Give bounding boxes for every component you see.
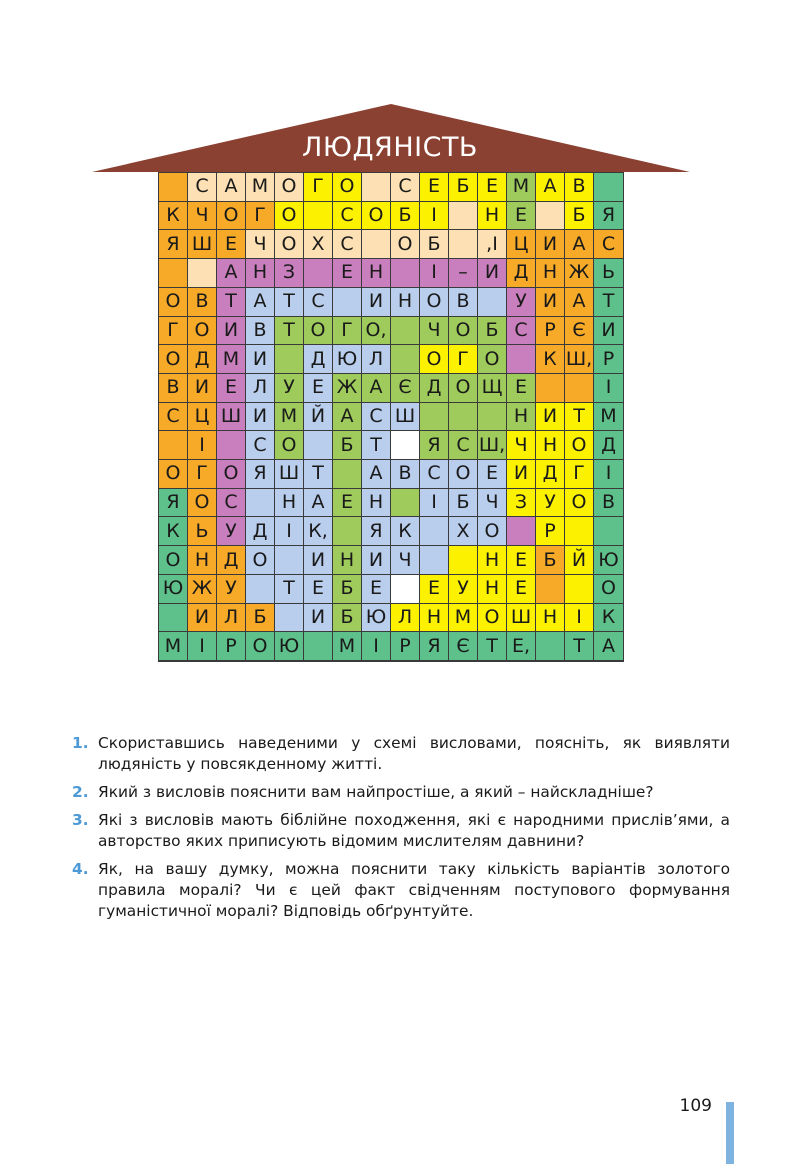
grid-cell: Е	[304, 374, 333, 403]
grid-cell: Н	[362, 259, 391, 288]
question-text: Який з висловів пояснити вам найпростіше, а який – найскладніше?	[98, 783, 654, 801]
grid-cell: О	[188, 317, 217, 346]
grid-cell: О	[391, 230, 420, 259]
grid-cell: В	[159, 374, 188, 403]
grid-cell: М	[507, 173, 536, 202]
grid-cell: Ш	[217, 403, 246, 432]
grid-cell: С	[420, 460, 449, 489]
grid-cell: Е	[217, 374, 246, 403]
grid-cell: Ю	[275, 632, 304, 661]
grid-cell: Ю	[333, 345, 362, 374]
grid-cell	[594, 173, 623, 202]
grid-cell: И	[188, 604, 217, 633]
grid-cell: О	[275, 173, 304, 202]
grid-cell: Е	[420, 575, 449, 604]
grid-cell: Ш	[507, 604, 536, 633]
grid-cell: Р	[391, 632, 420, 661]
grid-cell: Б	[449, 173, 478, 202]
question-text: Скориставшись наведеними у схемі висловами, поясніть, як виявляти людяність у повсякденному житті.	[98, 734, 730, 773]
grid-cell: М	[159, 632, 188, 661]
grid-cell: Н	[275, 489, 304, 518]
grid-cell: О	[275, 431, 304, 460]
grid-cell: О	[275, 230, 304, 259]
grid-cell: Ь	[188, 517, 217, 546]
grid-cell	[449, 546, 478, 575]
grid-cell: У	[275, 374, 304, 403]
grid-cell: О	[565, 431, 594, 460]
grid-cell: М	[449, 604, 478, 633]
grid-cell: Е	[420, 173, 449, 202]
grid-cell: Ч	[507, 431, 536, 460]
grid-cell: Й	[565, 546, 594, 575]
grid-cell: Щ	[478, 374, 507, 403]
grid-cell: Л	[246, 374, 275, 403]
grid-cell: Ж	[188, 575, 217, 604]
grid-cell: Ш,	[478, 431, 507, 460]
grid-cell: С	[362, 403, 391, 432]
grid-cell: Я	[420, 431, 449, 460]
grid-cell: Є	[565, 317, 594, 346]
question-text: Як, на вашу думку, можна пояснити таку кількість варіантів золотого правила моралі? Чи є цей факт свідченням поступового формування гуманістичної моралі? Відповідь обґрунтуйте.	[98, 860, 730, 920]
page-number: 109	[679, 1096, 712, 1116]
grid-cell	[362, 230, 391, 259]
grid-cell: С	[507, 317, 536, 346]
grid-cell: Ч	[420, 317, 449, 346]
grid-cell: С	[594, 230, 623, 259]
grid-cell: Є	[449, 632, 478, 661]
grid-cell: С	[333, 202, 362, 231]
grid-cell: Д	[507, 259, 536, 288]
grid-cell: Р	[536, 517, 565, 546]
grid-cell: ,І	[478, 230, 507, 259]
grid-cell: Д	[536, 460, 565, 489]
grid-cell: О	[333, 173, 362, 202]
grid-cell: Е,	[507, 632, 536, 661]
grid-cell: Е	[478, 173, 507, 202]
grid-cell: Ч	[391, 546, 420, 575]
grid-cell: І	[362, 632, 391, 661]
grid-cell: Т	[275, 317, 304, 346]
grid-cell: В	[565, 173, 594, 202]
grid-cell: У	[536, 489, 565, 518]
grid-cell: И	[217, 317, 246, 346]
grid-cell: А	[217, 173, 246, 202]
grid-cell: Д	[246, 517, 275, 546]
grid-cell: Є	[391, 374, 420, 403]
grid-cell: Д	[420, 374, 449, 403]
question-list	[72, 733, 730, 929]
grid-cell: Т	[478, 632, 507, 661]
grid-cell	[275, 604, 304, 633]
grid-cell: А	[217, 259, 246, 288]
grid-cell: О	[246, 632, 275, 661]
question-item	[72, 782, 730, 803]
grid-cell: І	[594, 460, 623, 489]
grid-cell: Ш	[188, 230, 217, 259]
grid-cell	[536, 575, 565, 604]
grid-cell	[217, 431, 246, 460]
grid-cell	[391, 489, 420, 518]
grid-cell	[246, 489, 275, 518]
grid-cell: Т	[594, 288, 623, 317]
grid-cell	[565, 517, 594, 546]
grid-cell	[536, 632, 565, 661]
grid-cell	[536, 202, 565, 231]
grid-cell: О	[565, 489, 594, 518]
grid-cell: И	[246, 403, 275, 432]
grid-cell: О	[188, 489, 217, 518]
grid-cell: У	[507, 288, 536, 317]
grid-cell: О,	[362, 317, 391, 346]
grid-cell	[246, 575, 275, 604]
grid-cell	[565, 575, 594, 604]
grid-cell: Е	[333, 489, 362, 518]
grid-cell: И	[478, 259, 507, 288]
grid-cell: М	[217, 345, 246, 374]
grid-cell: Л	[217, 604, 246, 633]
grid-cell: Н	[507, 403, 536, 432]
grid-cell: О	[420, 288, 449, 317]
grid-cell: І	[594, 374, 623, 403]
grid-cell: О	[449, 460, 478, 489]
grid-cell	[507, 345, 536, 374]
grid-cell: Я	[362, 517, 391, 546]
grid-cell: Г	[304, 173, 333, 202]
grid-cell: Т	[217, 288, 246, 317]
grid-cell	[304, 632, 333, 661]
grid-cell: О	[159, 288, 188, 317]
grid-cell	[391, 431, 420, 460]
grid-cell: И	[304, 546, 333, 575]
grid-cell: У	[449, 575, 478, 604]
grid-cell: А	[362, 460, 391, 489]
grid-cell	[159, 431, 188, 460]
grid-cell: Я	[246, 460, 275, 489]
grid-cell: Ц	[507, 230, 536, 259]
grid-cell: И	[304, 604, 333, 633]
grid-cell: С	[188, 173, 217, 202]
grid-cell: У	[217, 517, 246, 546]
question-number: 4.	[72, 860, 89, 878]
grid-cell: И	[536, 288, 565, 317]
grid-cell: И	[362, 288, 391, 317]
grid-cell: О	[217, 460, 246, 489]
grid-cell: Д	[188, 345, 217, 374]
grid-cell: Ц	[188, 403, 217, 432]
grid-cell: Л	[362, 345, 391, 374]
page-title: ЛЮДЯНІСТЬ	[302, 132, 478, 163]
grid-cell	[594, 517, 623, 546]
grid-cell: Н	[536, 431, 565, 460]
grid-cell: У	[217, 575, 246, 604]
grid-cell: Т	[275, 575, 304, 604]
grid-cell: С	[246, 431, 275, 460]
grid-cell: О	[594, 575, 623, 604]
grid-cell	[333, 288, 362, 317]
grid-cell	[304, 431, 333, 460]
grid-cell: В	[449, 288, 478, 317]
question-number: 2.	[72, 783, 89, 801]
grid-cell: К,	[304, 517, 333, 546]
grid-cell: С	[304, 288, 333, 317]
grid-cell	[333, 460, 362, 489]
grid-cell: Н	[246, 259, 275, 288]
grid-cell: О	[449, 317, 478, 346]
grid-cell: –	[449, 259, 478, 288]
grid-cell: К	[594, 604, 623, 633]
grid-cell: А	[565, 230, 594, 259]
grid-cell: А	[594, 632, 623, 661]
grid-cell: І	[420, 489, 449, 518]
grid-cell: О	[420, 345, 449, 374]
grid-cell: Г	[565, 460, 594, 489]
grid-cell	[391, 345, 420, 374]
grid-cell	[478, 403, 507, 432]
grid-cell: Ч	[246, 230, 275, 259]
grid-cell	[391, 317, 420, 346]
grid-cell: Ш	[275, 460, 304, 489]
grid-cell	[333, 517, 362, 546]
grid-cell: Р	[217, 632, 246, 661]
grid-cell: Н	[478, 202, 507, 231]
grid-cell: О	[217, 202, 246, 231]
grid-cell: Б	[536, 546, 565, 575]
grid-cell: Я	[420, 632, 449, 661]
grid-cell: Ш,	[565, 345, 594, 374]
grid-cell: А	[362, 374, 391, 403]
grid-cell: А	[333, 403, 362, 432]
grid-cell: К	[159, 202, 188, 231]
grid-cell: Б	[333, 604, 362, 633]
grid-cell: Г	[449, 345, 478, 374]
grid-cell	[420, 403, 449, 432]
page-edge-marker	[726, 1102, 734, 1164]
grid-cell: К	[159, 517, 188, 546]
grid-cell: А	[536, 173, 565, 202]
grid-cell: Т	[304, 460, 333, 489]
grid-cell: О	[159, 345, 188, 374]
grid-cell	[391, 259, 420, 288]
grid-cell: И	[536, 230, 565, 259]
grid-cell: Г	[159, 317, 188, 346]
grid-cell: І	[188, 431, 217, 460]
grid-cell	[449, 202, 478, 231]
grid-cell: І	[565, 604, 594, 633]
grid-cell: С	[217, 489, 246, 518]
grid-cell: Д	[304, 345, 333, 374]
grid-cell: Н	[420, 604, 449, 633]
grid-cell: Ю	[159, 575, 188, 604]
grid-cell: Н	[362, 489, 391, 518]
grid-cell	[159, 604, 188, 633]
word-puzzle-grid	[158, 172, 624, 662]
grid-cell: С	[391, 173, 420, 202]
grid-cell	[449, 230, 478, 259]
grid-cell: Х	[304, 230, 333, 259]
grid-cell: С	[449, 431, 478, 460]
grid-cell: И	[594, 317, 623, 346]
grid-cell: М	[594, 403, 623, 432]
grid-cell: О	[449, 374, 478, 403]
grid-cell: В	[246, 317, 275, 346]
grid-cell: И	[246, 345, 275, 374]
grid-cell: Н	[391, 288, 420, 317]
grid-cell: Л	[391, 604, 420, 633]
grid-cell: І	[420, 202, 449, 231]
grid-cell: Е	[478, 460, 507, 489]
grid-cell: Н	[333, 546, 362, 575]
grid-cell: С	[159, 403, 188, 432]
grid-cell: В	[391, 460, 420, 489]
grid-cell: О	[246, 546, 275, 575]
grid-cell	[449, 403, 478, 432]
grid-cell: Б	[565, 202, 594, 231]
grid-cell	[536, 374, 565, 403]
grid-cell: Т	[565, 403, 594, 432]
grid-cell: Р	[594, 345, 623, 374]
grid-cell	[420, 517, 449, 546]
grid-cell	[420, 546, 449, 575]
grid-cell: А	[246, 288, 275, 317]
grid-cell	[507, 517, 536, 546]
grid-cell: Е	[507, 374, 536, 403]
grid-cell	[565, 374, 594, 403]
grid-cell: В	[188, 288, 217, 317]
grid-cell	[304, 259, 333, 288]
grid-cell	[362, 173, 391, 202]
grid-cell: Е	[304, 575, 333, 604]
grid-cell	[275, 345, 304, 374]
grid-cell: Б	[391, 202, 420, 231]
grid-cell	[159, 173, 188, 202]
question-item	[72, 859, 730, 922]
question-text: Які з висловів мають біблійне походження, які є народними прислів’ями, а авторство яких приписують відомим мислителям давнини?	[98, 811, 730, 850]
grid-cell: І	[188, 632, 217, 661]
grid-cell: М	[246, 173, 275, 202]
grid-cell: Е	[507, 575, 536, 604]
grid-cell: Ю	[362, 604, 391, 633]
grid-cell	[159, 259, 188, 288]
grid-cell: Е	[362, 575, 391, 604]
grid-cell: О	[159, 460, 188, 489]
grid-cell: Б	[420, 230, 449, 259]
grid-cell: Н	[536, 604, 565, 633]
grid-cell: Т	[565, 632, 594, 661]
grid-cell	[478, 288, 507, 317]
grid-cell: Н	[188, 546, 217, 575]
grid-cell: Б	[333, 431, 362, 460]
grid-cell: Я	[594, 202, 623, 231]
grid-cell: Д	[217, 546, 246, 575]
grid-cell: Д	[594, 431, 623, 460]
grid-cell: И	[536, 403, 565, 432]
grid-cell	[391, 575, 420, 604]
grid-cell: Е	[507, 202, 536, 231]
grid-cell	[275, 546, 304, 575]
grid-cell: Х	[449, 517, 478, 546]
grid-cell: З	[275, 259, 304, 288]
question-item	[72, 810, 730, 852]
grid-cell: Г	[188, 460, 217, 489]
grid-cell: О	[159, 546, 188, 575]
grid-cell: Ч	[478, 489, 507, 518]
grid-cell: И	[362, 546, 391, 575]
grid-cell: О	[275, 202, 304, 231]
grid-cell: А	[565, 288, 594, 317]
grid-cell: Г	[333, 317, 362, 346]
grid-cell	[188, 259, 217, 288]
grid-cell: Е	[217, 230, 246, 259]
grid-cell: О	[478, 604, 507, 633]
grid-cell: Ш	[391, 403, 420, 432]
grid-cell: Ч	[188, 202, 217, 231]
grid-cell: Р	[536, 317, 565, 346]
question-number: 3.	[72, 811, 89, 829]
grid-cell: Ь	[594, 259, 623, 288]
grid-cell: Б	[333, 575, 362, 604]
grid-cell: К	[536, 345, 565, 374]
grid-cell: Ж	[333, 374, 362, 403]
grid-cell: О	[362, 202, 391, 231]
grid-cell: И	[507, 460, 536, 489]
grid-cell: И	[188, 374, 217, 403]
grid-cell: І	[275, 517, 304, 546]
grid-cell: Б	[478, 317, 507, 346]
grid-cell: Н	[478, 575, 507, 604]
grid-cell: Я	[159, 489, 188, 518]
grid-cell: Я	[159, 230, 188, 259]
grid-cell: Ж	[565, 259, 594, 288]
grid-cell: М	[333, 632, 362, 661]
grid-cell: А	[304, 489, 333, 518]
question-item	[72, 733, 730, 775]
grid-cell: О	[304, 317, 333, 346]
grid-cell: О	[478, 345, 507, 374]
grid-cell: З	[507, 489, 536, 518]
grid-cell: Й	[304, 403, 333, 432]
grid-cell: М	[275, 403, 304, 432]
grid-cell: В	[594, 489, 623, 518]
grid-cell: Е	[507, 546, 536, 575]
grid-cell: Б	[246, 604, 275, 633]
grid-cell: І	[420, 259, 449, 288]
grid-cell: Т	[275, 288, 304, 317]
grid-cell: Н	[536, 259, 565, 288]
grid-cell: Е	[333, 259, 362, 288]
grid-cell: О	[478, 517, 507, 546]
grid-cell: Б	[449, 489, 478, 518]
grid-cell	[304, 202, 333, 231]
grid-cell: Т	[362, 431, 391, 460]
grid-cell: С	[333, 230, 362, 259]
question-number: 1.	[72, 734, 89, 752]
grid-cell: Н	[478, 546, 507, 575]
grid-cell: К	[391, 517, 420, 546]
grid-cell: Ю	[594, 546, 623, 575]
grid-cell: Г	[246, 202, 275, 231]
